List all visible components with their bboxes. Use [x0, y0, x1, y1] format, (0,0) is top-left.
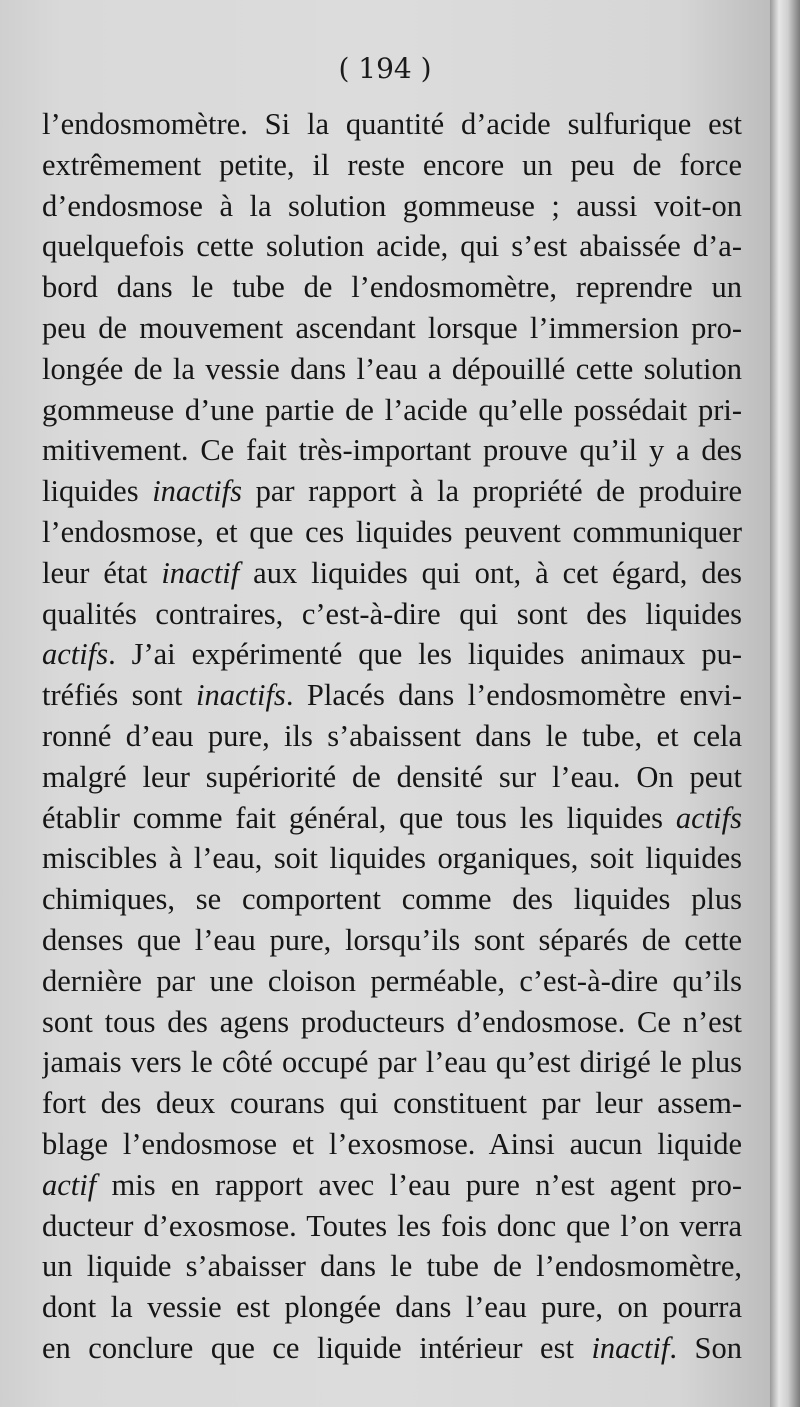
text-line: mitivement. Ce fait très-important prouve qu’il y a des — [42, 433, 742, 468]
text-line: ducteur d’exosmose. Toutes les fois donc que l’on verra — [42, 1208, 742, 1243]
page-number: ( 194 ) — [338, 52, 432, 85]
text-line: dont la vessie est plongée dans l’eau pure, on pourra — [42, 1290, 742, 1325]
text-line: d’endosmose à la solution gommeuse ; aussi voit-on — [42, 188, 742, 223]
body-text — [42, 104, 742, 1369]
text-line: longée de la vessie dans l’eau a dépouillé cette solution — [42, 351, 742, 386]
text-line: jamais vers le côté occupé par l’eau qu’est dirigé le plus — [42, 1045, 742, 1080]
text-line: l’endosmose, et que ces liquides peuvent communiquer — [42, 514, 742, 549]
text-line: un liquide s’abaisser dans le tube de l’endosmomètre, — [42, 1249, 742, 1284]
text-line: établir comme fait général, que tous les liquides actifs — [42, 800, 742, 835]
text-line: quelquefois cette solution acide, qui s’est abaissée d’a- — [42, 229, 742, 264]
text-line: gommeuse d’une partie de l’acide qu’elle possédait pri- — [42, 392, 742, 427]
text-line: dernière par une cloison perméable, c’est-à-dire qu’ils — [42, 963, 742, 998]
text-line: blage l’endosmose et l’exosmose. Ainsi aucun liquide — [42, 1126, 742, 1161]
text-line: chimiques, se comportent comme des liquides plus — [42, 882, 742, 917]
text-line: l’endosmomètre. Si la quantité d’acide sulfurique est — [42, 107, 742, 141]
text-line: fort des deux courans qui constituent par leur assem- — [42, 1086, 742, 1121]
text-line: extrêmement petite, il reste encore un peu de force — [42, 147, 742, 182]
text-line: qualités contraires, c’est-à-dire qui sont des liquides — [42, 596, 742, 631]
text-line: ronné d’eau pure, ils s’abaissent dans le tube, et cela — [42, 718, 742, 753]
text-line: miscibles à l’eau, soit liquides organiques, soit liquides — [42, 841, 742, 876]
text-line: actif mis en rapport avec l’eau pure n’est agent pro- — [42, 1167, 742, 1202]
text-line: en conclure que ce liquide intérieur est inactif. Son — [42, 1330, 742, 1365]
text-line: actifs. J’ai expérimenté que les liquides animaux pu- — [42, 637, 742, 672]
text-line: denses que l’eau pure, lorsqu’ils sont séparés de cette — [42, 922, 742, 957]
text-line: liquides inactifs par rapport à la propriété de produire — [42, 474, 742, 509]
text-line: leur état inactif aux liquides qui ont, à cet égard, des — [42, 555, 742, 590]
text-line: tréfiés sont inactifs. Placés dans l’endosmomètre envi- — [42, 678, 742, 713]
text-line: bord dans le tube de l’endosmomètre, reprendre un — [42, 270, 742, 305]
text-line: peu de mouvement ascendant lorsque l’immersion pro- — [42, 310, 742, 345]
text-line: malgré leur supériorité de densité sur l’eau. On peut — [42, 759, 742, 794]
page-edge — [770, 0, 800, 1407]
text-line: sont tous des agens producteurs d’endosmose. Ce n’est — [42, 1004, 742, 1039]
